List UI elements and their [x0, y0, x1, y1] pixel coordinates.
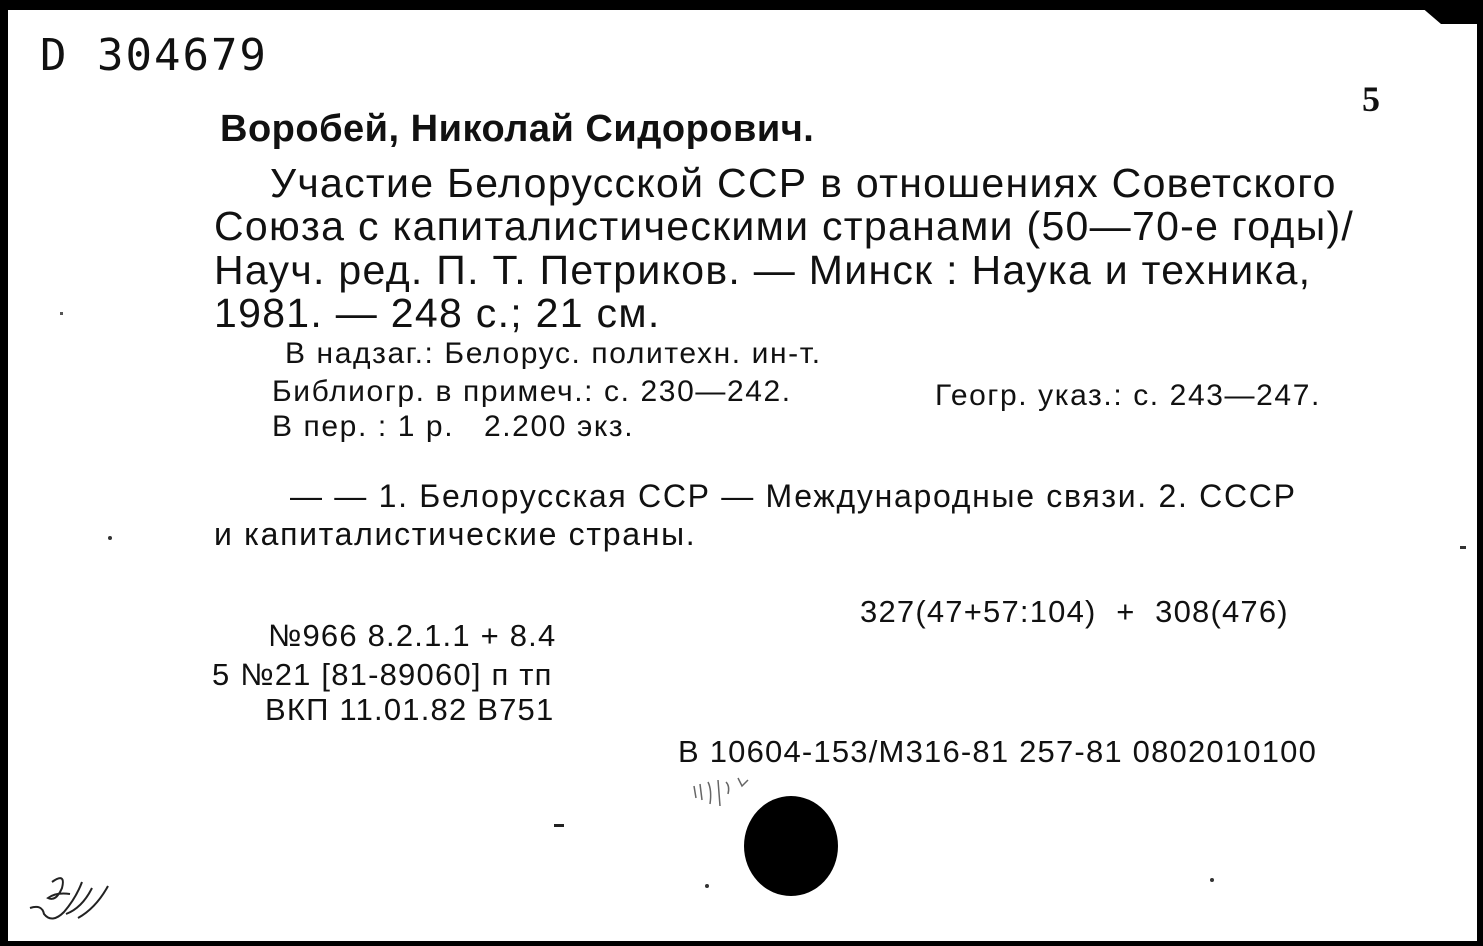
subject-line: и капиталистические страны. — [214, 516, 697, 552]
speck — [1210, 878, 1214, 882]
bbk-line: №966 8.2.1.1 + 8.4 — [268, 618, 557, 653]
note-line: Библиогр. в примеч.: с. 230—242. — [272, 375, 792, 408]
handwritten-signature-icon — [22, 868, 118, 928]
subject-line: — — 1. Белорусская ССР — Международные связи. 2. СССР — [290, 478, 1297, 514]
title-line: Науч. ред. П. Т. Петриков. — Минск : Наука и техника, — [214, 247, 1312, 293]
title-line: Союза с капиталистическими странами (50—70-е годы)/ — [214, 203, 1355, 249]
card-number: 5 — [1362, 79, 1380, 119]
card-border-bottom — [0, 941, 1483, 946]
title-line: 1981. — 248 с.; 21 см. — [214, 290, 661, 336]
speck — [60, 312, 63, 315]
author-heading: Воробей, Николай Сидорович. — [220, 108, 815, 150]
library-stamp-dot — [744, 796, 838, 896]
bbk-line: 5 №21 [81-89060] п тп — [212, 657, 553, 692]
card-border-right — [1477, 0, 1483, 946]
speck — [1460, 546, 1466, 549]
title-line: Участие Белорусской ССР в отношениях Советского — [270, 160, 1337, 206]
speck — [554, 824, 564, 827]
note-line: В надзаг.: Белорус. политехн. ин-т. — [285, 337, 822, 370]
bbk-line: ВКП 11.01.82 В751 — [265, 692, 555, 727]
isbn-line: В 10604-153/М316-81 257-81 0802010100 — [678, 734, 1318, 769]
udc-classification: 327(47+57:104) + 308(476) — [860, 594, 1289, 629]
call-number: D 304679 — [40, 30, 268, 81]
card-border-left — [0, 0, 8, 946]
pencil-scribble-icon — [690, 776, 760, 820]
note-line: В пер. : 1 р. 2.200 экз. — [272, 410, 635, 443]
speck — [705, 884, 709, 888]
speck — [108, 536, 112, 540]
card-border-top — [0, 0, 1483, 10]
note-line: Геогр. указ.: с. 243—247. — [935, 379, 1321, 412]
card-corner-notch — [1413, 0, 1483, 24]
